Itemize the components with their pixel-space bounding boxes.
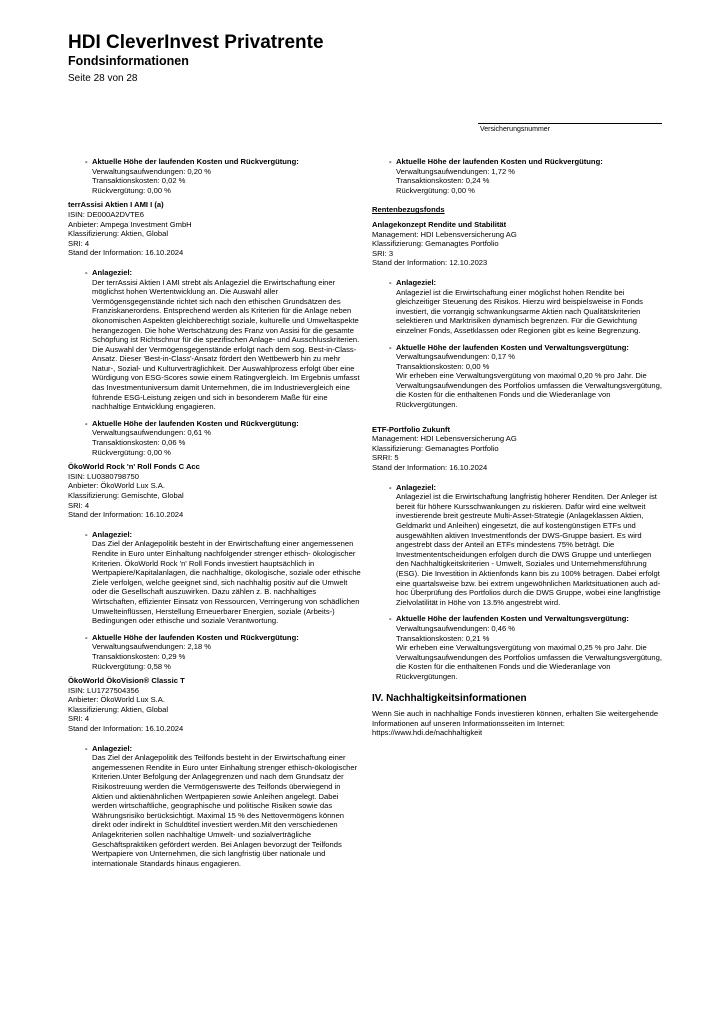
costs-note: Wir erheben eine Verwaltungsvergütung von maximal 0,20 % pro Jahr. Die Verwaltungsaufwendungen des Portfolios umfassen die Verwaltungsvergütung, die Kosten für die enthaltenen Fonds und die Wiederanlage von Rückvergütungen. xyxy=(396,371,662,410)
costs-line: Transaktionskosten: 0,24 % xyxy=(396,176,490,186)
fund-meta: Stand der Information: 12.10.2023 xyxy=(372,258,488,268)
costs-title: Aktuelle Höhe der laufenden Kosten und Verwaltungsvergütung: xyxy=(396,342,629,352)
costs-line: Rückvergütung: 0,00 % xyxy=(92,185,171,195)
costs-note: Wir erheben eine Verwaltungsvergütung von maximal 0,25 % pro Jahr. Die Verwaltungsaufwendungen des Portfolios umfassen die Verwaltungsvergütung, die Kosten für die enthaltenen Fonds und die Wiederanlage von Rückvergütungen. xyxy=(396,643,662,681)
fund-meta: Stand der Information: 16.10.2024 xyxy=(68,724,184,734)
fund-meta: Klassifizierung: Aktien, Global xyxy=(68,704,169,714)
fund-name: Anlagekonzept Rendite und Stabilität xyxy=(372,219,507,229)
bullet-dash: - xyxy=(389,277,392,287)
costs-block xyxy=(372,614,664,681)
fund-meta: SRI: 4 xyxy=(68,714,90,724)
goal-text: Anlageziel ist die Erwirtschaftung einer möglichst hohen Rendite bei gleichzeitiger Steuerung des Risikos. Hierzu wird beispielsweise in Fonds investiert, die vorrangig schwankungsarme Aktien nach Qualitätskriterien selektieren und Marktrisiken dynamisch begrenzen. Für die Gewichtung einzelner Fonds, Assetklassen oder Regionen gibt es keine Begrenzung. xyxy=(396,287,643,335)
fund-meta: Management: HDI Lebensversicherung AG xyxy=(372,434,517,444)
costs-line: Verwaltungsaufwendungen: 0,20 % xyxy=(92,166,212,176)
goal-text: Der terrAssisi Aktien I AMI strebt als Anlageziel die Erwirtschaftung einer möglichst hohen Wertentwicklung an. Die Auswahl aller Vermögensgegenstände richtet sich nach den ethischen Grundsätzen des Franziskanerordens. Entsprechend werden als Kriterien für die Anlage neben ökonomischen Aspekten gleichberechtigt soziale, kulturelle und Umweltaspekte herangezogen. Die hohe Wertschätzung des Franz von Assisi für die gesamte Schöpfung ist Richtschnur für die spezifischen Anlage- und Ausschlusskriterien. Die Auswahl der Vermögensgegenstände erfolgt nach dem sog. Best-in-Class-Ansatz. Dieser 'Best-in-Class'-Ansatz fördert den Wettbewerb hin zu mehr Natur-, Sozial- und Kulturverträglichkeit. Der Auswahlprozess erfolgt über eine Würdigung von ESG-Scores sowie einem Ratingvergleich. Im Ergebnis umfasst das Investmentuniversum damit Unternehmen, die im Industrievergleich eine führende ESG-Leistung zeigen und sich in besonderem Maße für eine nachhaltige Entwicklung engagieren. xyxy=(92,277,360,412)
fund-meta: ISIN: LU1727504356 xyxy=(68,685,139,695)
bullet-dash: - xyxy=(389,157,392,166)
costs-line: Verwaltungsaufwendungen: 0,17 % xyxy=(396,352,516,362)
costs-title: Aktuelle Höhe der laufenden Kosten und Rückvergütung: xyxy=(92,632,299,642)
goal-block xyxy=(372,278,664,336)
fund-meta: Anbieter: ÖkoWorld Lux S.A. xyxy=(68,695,165,705)
goal-block xyxy=(68,744,362,869)
policy-number-line xyxy=(478,123,662,124)
fund-meta: SRI: 3 xyxy=(372,248,394,258)
costs-title: Aktuelle Höhe der laufenden Kosten und Rückvergütung: xyxy=(92,418,299,428)
costs-line: Verwaltungsaufwendungen: 0,61 % xyxy=(92,428,212,438)
goal-title: Anlageziel: xyxy=(396,277,437,287)
goal-text: Das Ziel der Anlagepolitik des Teilfonds besteht in der Erwirtschaftung einer angemessenen Rendite in Euro unter Einhaltung strenger ethisch-ökologischer Kriterien.Unter Befolgung der Anlagegrenzen und nach dem Grundsatz der Risikostreuung werden die Vermögenswerte des Teilfonds überwiegend in Aktien und aktienähnlichen Wertpapieren sowie Anleihen angelegt. Dabei werden wirtschaftliche, geographische und politische Risiken sowie das Währungsrisiko berücksichtigt. Maximal 15 % des Nettovermögens können direkt oder indirekt in Schuldtitel investiert werden.Mit den verschiedenen Anlagekriterien sollen nachhaltige Umwelt- und sozialverträgliche Geschäftspraktiken gefördert werden. Bei Anlagen bevorzugt der Teilfonds Wertpapiere von Unternehmen, die sich langfristig über nationale und internationale Standards hinaus engagieren. xyxy=(92,753,358,868)
costs-block xyxy=(68,157,362,195)
goal-block xyxy=(68,530,362,626)
section-heading: Rentenbezugsfonds xyxy=(372,205,445,215)
costs-title: Aktuelle Höhe der laufenden Kosten und Rückvergütung: xyxy=(396,157,603,166)
fund-meta: Klassifizierung: Gemanagtes Portfolio xyxy=(372,239,499,249)
bullet-dash: - xyxy=(85,418,88,428)
fund-meta: ISIN: DE000A2DVTE6 xyxy=(68,209,144,219)
costs-line: Rückvergütung: 0,00 % xyxy=(92,447,171,457)
goal-title: Anlageziel: xyxy=(92,267,133,277)
goal-block xyxy=(372,483,664,608)
bullet-dash: - xyxy=(389,614,392,624)
costs-line: Verwaltungsaufwendungen: 1,72 % xyxy=(396,166,516,176)
costs-block xyxy=(372,343,664,410)
costs-block xyxy=(68,419,362,457)
fund-meta: Stand der Information: 16.10.2024 xyxy=(68,510,184,520)
bullet-dash: - xyxy=(85,157,88,166)
goal-text: Das Ziel der Anlagepolitik besteht in der Erwirtschaftung einer angemessenen Rendite in Euro unter Einhaltung nachfolgender strenger ethisch- ökologischer Kriterien. ÖkoWorld Rock 'n' Roll Fonds investiert hauptsächlich in Wertpapiere/Kapitalanlagen, die nachhaltige, ökologische, soziale oder ethische Ziele verfolgen, welche geeignet sind, sich nachhaltig positiv auf die Umwelt oder die Gesellschaft auszuwirken. Dazu zählen z. B. nachhaltiges Wirtschaften, effizienter Einsatz von Ressourcen, Verringerung von schädlichen Umwelteinflüssen, Herstellung Erneuerbarer Energien, soziale (Arbeits-) Bedingungen oder ethische und soziale Verantwortung. xyxy=(92,539,361,626)
goal-block xyxy=(68,268,362,412)
goal-text: Anlageziel ist die Erwirtschaftung langfristig höherer Renditen. Der Anleger ist bereit für höhere Kursschwankungen zu riskieren. Dafür wird eine weltweit investierende breit gestreute Multi-Asset-Strategie (Anlageklassen Aktien, Geldmarkt und Anleihen) eingesetzt, die auf kostengünstigen ETFs und ausgewählten aktiven Investmentfonds der DWS-Gruppe basiert. Es wird angestrebt dass der Anteil an ETFs mindestens 75% beträgt. Die Investmententscheidungen erfolgen durch die DWS Gruppe und unterliegen den Nachhaltigkeitskriterien - Umwelt, Soziales und Unternehmensführung (ESG). Die Investition in Aktienfonds kann bis zu 100% betragen. Dabei erfolgt eine quartalsweise bzw. bei extrem ungewöhnlichen Marktsituationen auch ad-hoc Überprüfung des Portfolios durch die DWS Gruppe, wobei eine langfristige Zielvolatilität in Höhe von 13.5% angestrebt wird. xyxy=(396,492,661,607)
fund-meta: SRI: 4 xyxy=(68,500,90,510)
fund-meta: SRRI: 5 xyxy=(372,453,399,463)
bullet-dash: - xyxy=(85,743,88,753)
bullet-dash: - xyxy=(85,632,88,642)
sustainability-heading: IV. Nachhaltigkeitsinformationen xyxy=(372,692,527,704)
document-subtitle: Fondsinformationen xyxy=(68,54,189,68)
fund-meta: Stand der Information: 16.10.2024 xyxy=(68,248,184,258)
sustainability-text[interactable]: Wenn Sie auch in nachhaltige Fonds investieren können, erhalten Sie weitergehende Informationen auf unseren Informationsseiten im Internet: https://www.hdi.de/nachhaltigkeit xyxy=(372,709,659,738)
costs-line: Verwaltungsaufwendungen: 2,18 % xyxy=(92,642,212,652)
costs-title: Aktuelle Höhe der laufenden Kosten und Verwaltungsvergütung: xyxy=(396,614,629,624)
goal-title: Anlageziel: xyxy=(92,529,133,539)
fund-meta: Management: HDI Lebensversicherung AG xyxy=(372,229,517,239)
costs-line: Verwaltungsaufwendungen: 0,46 % xyxy=(396,623,516,633)
fund-name: terrAssisi Aktien I AMI I (a) xyxy=(68,200,164,210)
fund-meta: SRI: 4 xyxy=(68,238,90,248)
bullet-dash: - xyxy=(389,482,392,492)
document-title: HDI CleverInvest Privatrente xyxy=(68,32,324,53)
fund-name: ETF-Portfolio Zukunft xyxy=(372,424,451,434)
costs-block xyxy=(68,633,362,671)
costs-line: Rückvergütung: 0,58 % xyxy=(92,661,171,671)
fund-name: ÖkoWorld Rock 'n' Roll Fonds C Acc xyxy=(68,462,200,472)
goal-title: Anlageziel: xyxy=(92,743,133,753)
bullet-dash: - xyxy=(85,267,88,277)
costs-line: Transaktionskosten: 0,02 % xyxy=(92,176,186,186)
goal-title: Anlageziel: xyxy=(396,482,437,492)
fund-meta: Anbieter: Ampega Investment GmbH xyxy=(68,219,192,229)
fund-meta: Klassifizierung: Gemischte, Global xyxy=(68,491,184,500)
fund-meta: Anbieter: ÖkoWorld Lux S.A. xyxy=(68,481,165,491)
bullet-dash: - xyxy=(85,529,88,539)
right-column xyxy=(372,157,664,738)
costs-line: Transaktionskosten: 0,21 % xyxy=(396,633,490,643)
costs-title: Aktuelle Höhe der laufenden Kosten und Rückvergütung: xyxy=(92,157,299,166)
left-column xyxy=(68,157,362,868)
policy-number-label: Versicherungsnummer xyxy=(480,126,551,133)
fund-meta: Stand der Information: 16.10.2024 xyxy=(372,463,488,473)
fund-meta: Klassifizierung: Gemanagtes Portfolio xyxy=(372,443,499,453)
costs-line: Transaktionskosten: 0,06 % xyxy=(92,438,186,448)
costs-line: Transaktionskosten: 0,29 % xyxy=(92,651,186,661)
costs-line: Transaktionskosten: 0,00 % xyxy=(396,361,490,371)
fund-name: ÖkoWorld ÖkoVision® Classic T xyxy=(68,676,185,686)
costs-line: Rückvergütung: 0,00 % xyxy=(396,185,475,195)
fund-meta: Klassifizierung: Aktien, Global xyxy=(68,229,169,239)
costs-block xyxy=(372,157,664,195)
bullet-dash: - xyxy=(389,342,392,352)
fund-meta: ISIN: LU0380798750 xyxy=(68,471,139,481)
page-number: Seite 28 von 28 xyxy=(68,73,138,84)
